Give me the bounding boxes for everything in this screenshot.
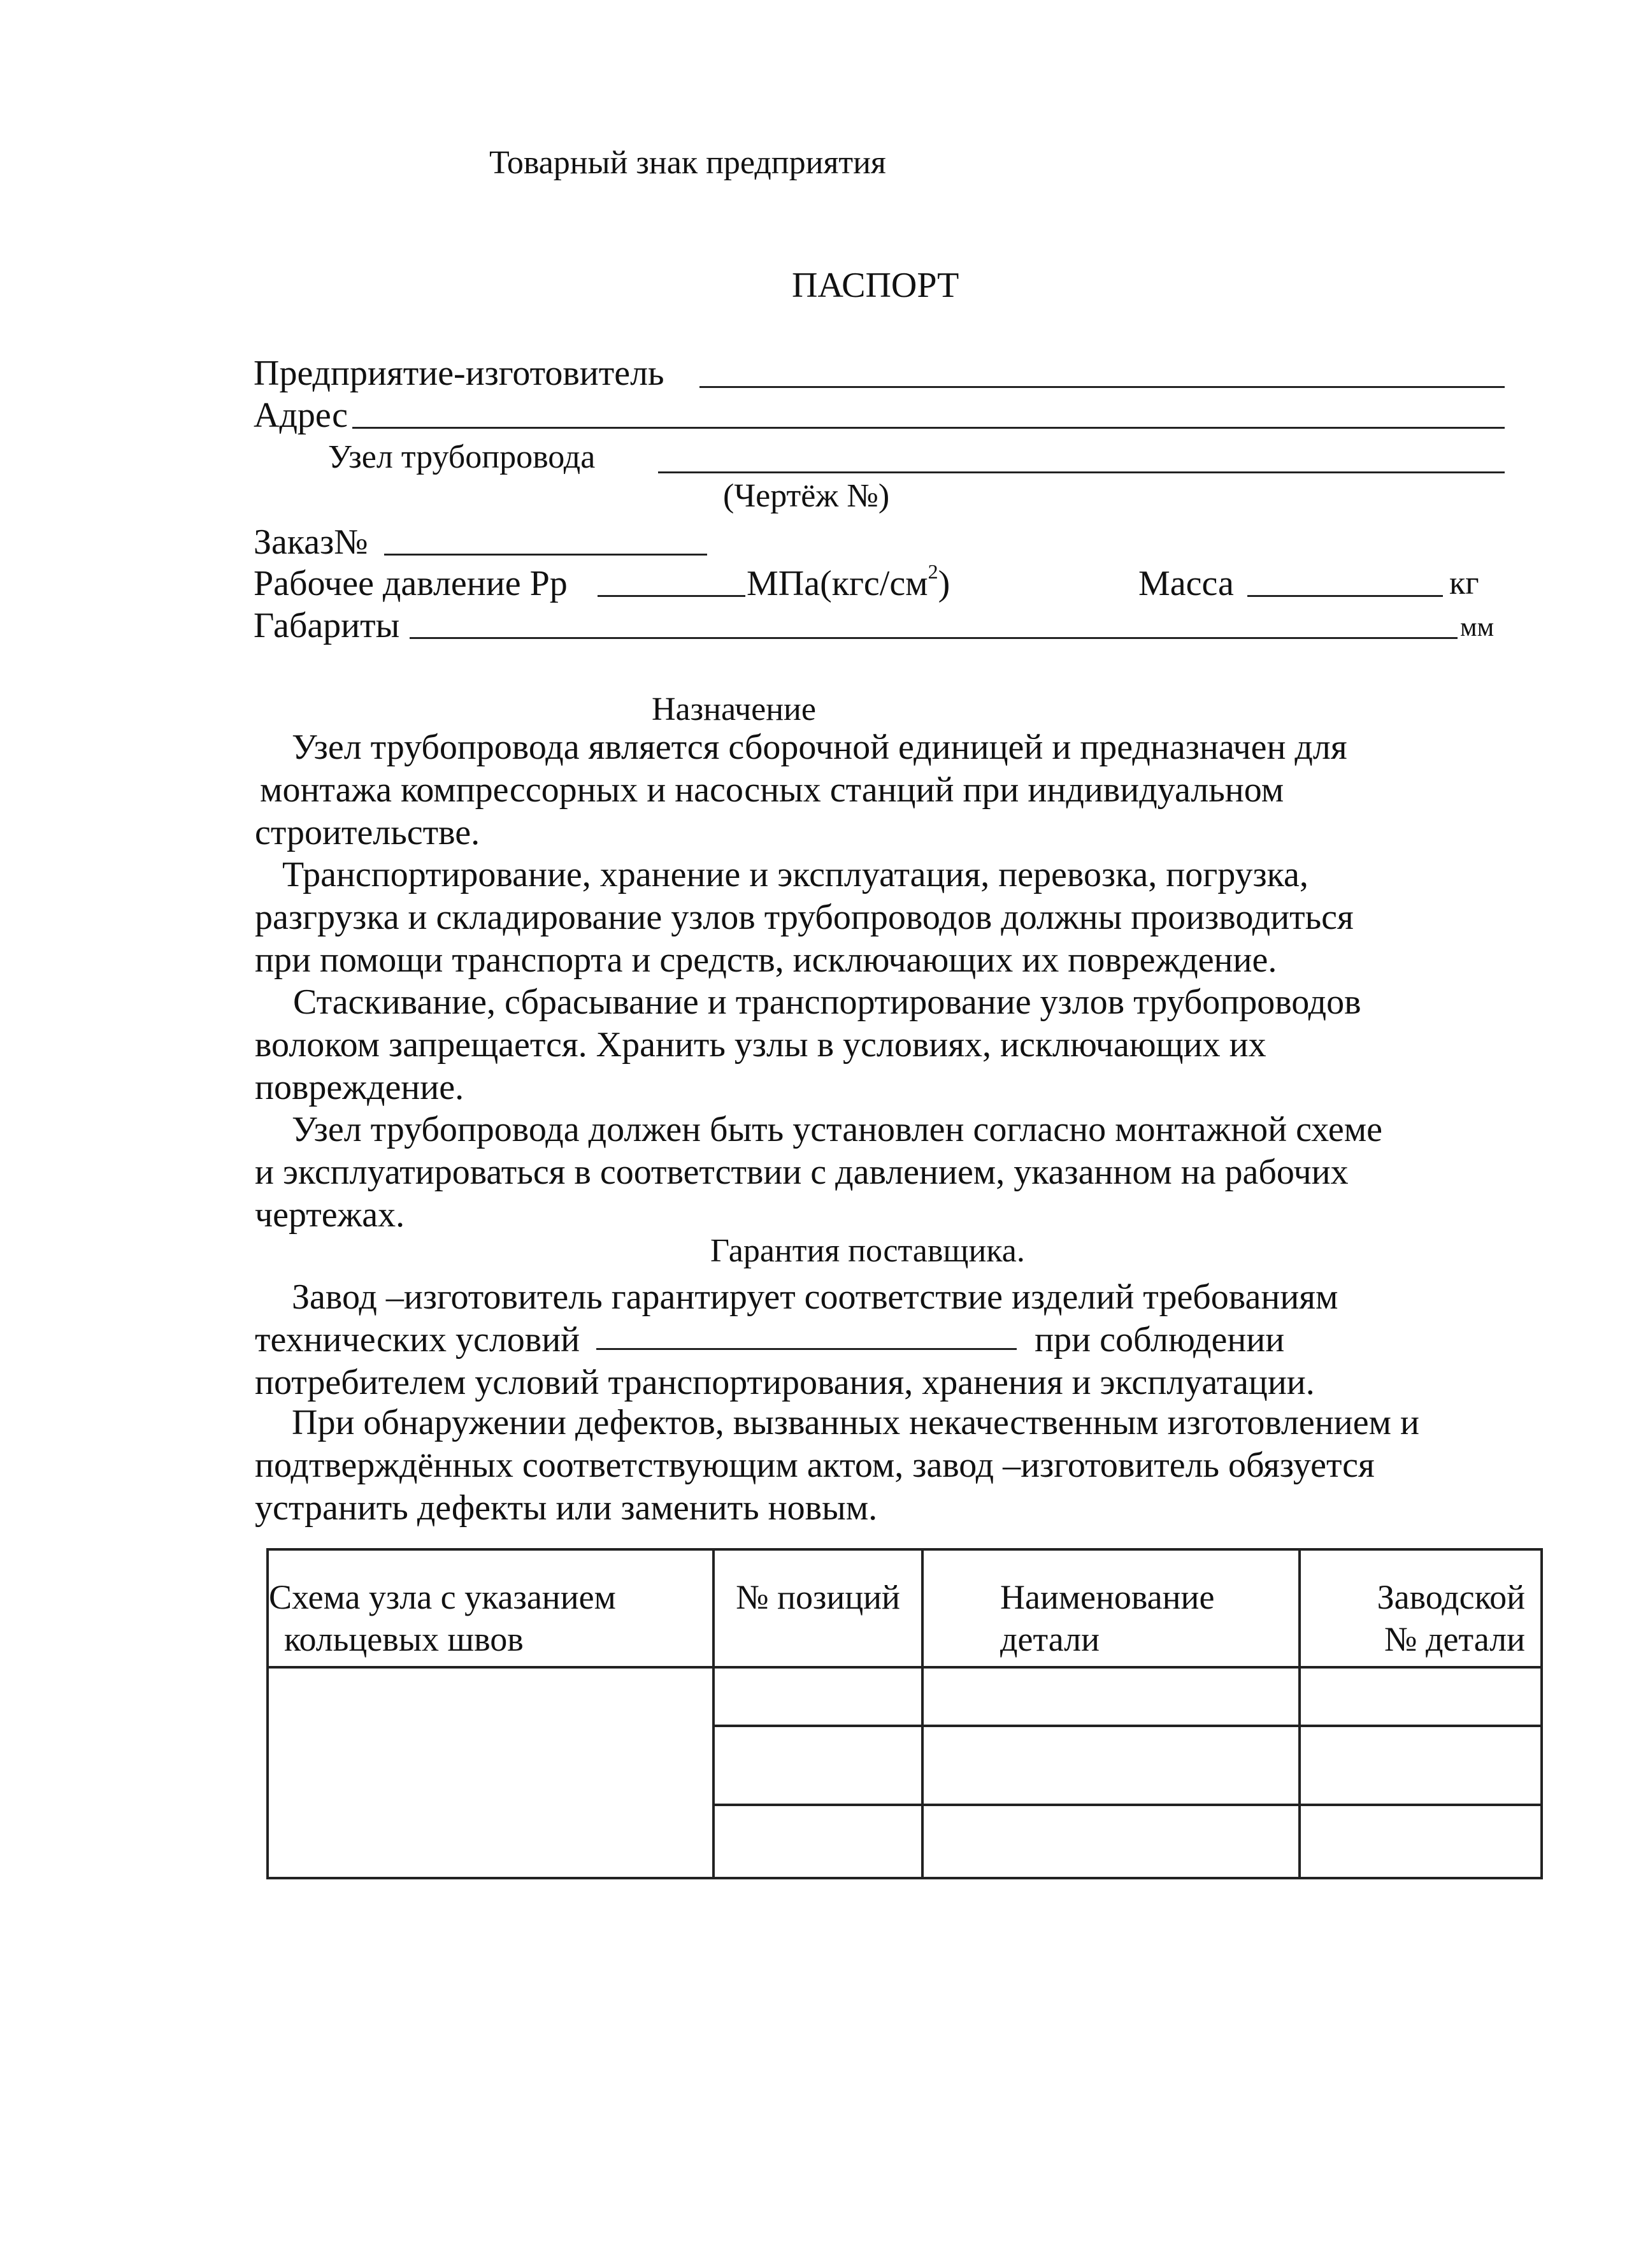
text-line: потребителем условий транспортирования, хранения и эксплуатации. (255, 1363, 1315, 1402)
address-field[interactable] (352, 427, 1505, 429)
table-cell[interactable] (713, 1805, 922, 1878)
header-text: детали (1000, 1620, 1100, 1658)
text-line: При обнаружении дефектов, вызванных некачественным изготовлением и (292, 1403, 1419, 1442)
table-cell[interactable] (1300, 1667, 1542, 1726)
table-row (268, 1667, 1542, 1726)
table-cell[interactable] (1300, 1805, 1542, 1878)
text-line: строительстве. (255, 813, 480, 852)
column-header-scheme (268, 1549, 713, 1667)
header-text: кольцевых швов (284, 1620, 524, 1658)
dimensions-field[interactable] (410, 637, 1458, 639)
header-text: Схема узла с указанием (269, 1578, 616, 1616)
table-cell[interactable] (922, 1805, 1300, 1878)
text-line: Узел трубопровода является сборочной единицей и предназначен для (292, 728, 1347, 767)
table-cell[interactable] (922, 1726, 1300, 1805)
column-header-part-name (922, 1549, 1300, 1667)
text-line: повреждение. (255, 1068, 464, 1107)
dimensions-label: Габариты (254, 606, 400, 645)
pressure-label: Рабочее давление Рр (254, 564, 568, 603)
header-text: Наименование (1000, 1578, 1215, 1616)
text-fragment: технических условий (255, 1320, 580, 1360)
text-line: волоком запрещается. Хранить узлы в условиях, исключающих их (255, 1025, 1266, 1065)
column-header-factory-number (1300, 1549, 1542, 1667)
table-cell[interactable] (922, 1667, 1300, 1726)
drawing-number-label: (Чертёж №) (723, 478, 890, 514)
text-line: Узел трубопровода должен быть установлен согласно монтажной схеме (292, 1110, 1383, 1149)
text-line: чертежах. (255, 1195, 405, 1235)
text-line: при помощи транспорта и средств, исключающих их повреждение. (255, 940, 1277, 980)
manufacturer-field[interactable] (699, 386, 1505, 388)
text-line (255, 1319, 1338, 1361)
text-line: устранить дефекты или заменить новым. (255, 1488, 878, 1528)
pressure-field[interactable] (598, 595, 745, 597)
warranty-paragraph-1 (255, 1276, 1338, 1404)
mass-unit: кг (1449, 565, 1479, 601)
column-header-positions (713, 1549, 922, 1667)
purpose-heading: Назначение (652, 691, 816, 728)
text-line: монтажа компрессорных и насосных станций при индивидуальном (260, 770, 1284, 810)
purpose-paragraph-4 (255, 1109, 1382, 1237)
mass-field[interactable] (1247, 595, 1443, 597)
table-cell[interactable] (1300, 1726, 1542, 1805)
address-label: Адрес (254, 396, 348, 435)
order-field[interactable] (384, 554, 707, 556)
text-line: разгрузка и складирование узлов трубопроводов должны производиться (255, 898, 1354, 937)
purpose-paragraph-1 (255, 726, 1347, 854)
manufacturer-label: Предприятие-изготовитель (254, 354, 664, 393)
pressure-unit: $МПа(кгс/см^2)$ (747, 560, 950, 603)
text-line: Завод –изготовитель гарантирует соответствие изделий требованиям (292, 1277, 1338, 1317)
purpose-paragraph-2 (255, 854, 1354, 982)
text-fragment: при соблюдении (1035, 1320, 1285, 1360)
warranty-paragraph-2 (255, 1402, 1419, 1530)
text-line: и эксплуатироваться в соответствии с давлением, указанном на рабочих (255, 1152, 1349, 1192)
header-text: № позиций (736, 1578, 900, 1616)
document-title: ПАСПОРТ (792, 266, 959, 305)
header-text: Заводской (1377, 1578, 1525, 1616)
pipeline-unit-label: Узел трубопровода (328, 439, 596, 475)
trademark-label: Товарный знак предприятия (489, 145, 886, 181)
header-text: № детали (1384, 1620, 1525, 1658)
table-cell[interactable] (713, 1726, 922, 1805)
mass-label: Масса (1138, 564, 1234, 603)
dimensions-unit: мм (1460, 613, 1494, 642)
text-line: подтверждённых соответствующим актом, завод –изготовитель обязуется (255, 1446, 1375, 1485)
table-header-row (268, 1549, 1542, 1667)
purpose-paragraph-3 (255, 981, 1361, 1109)
warranty-heading: Гарантия поставщика. (710, 1233, 1025, 1269)
parts-table (266, 1548, 1543, 1879)
text-line: Стаскивание, сбрасывание и транспортирование узлов трубопроводов (293, 982, 1361, 1022)
pipeline-unit-field[interactable] (658, 471, 1505, 473)
technical-conditions-field[interactable] (596, 1319, 1017, 1350)
text-line: Транспортирование, хранение и эксплуатация, перевозка, погрузка, (282, 855, 1308, 894)
scheme-cell[interactable] (268, 1667, 713, 1878)
order-label: Заказ№ (254, 522, 368, 562)
table-cell[interactable] (713, 1667, 922, 1726)
